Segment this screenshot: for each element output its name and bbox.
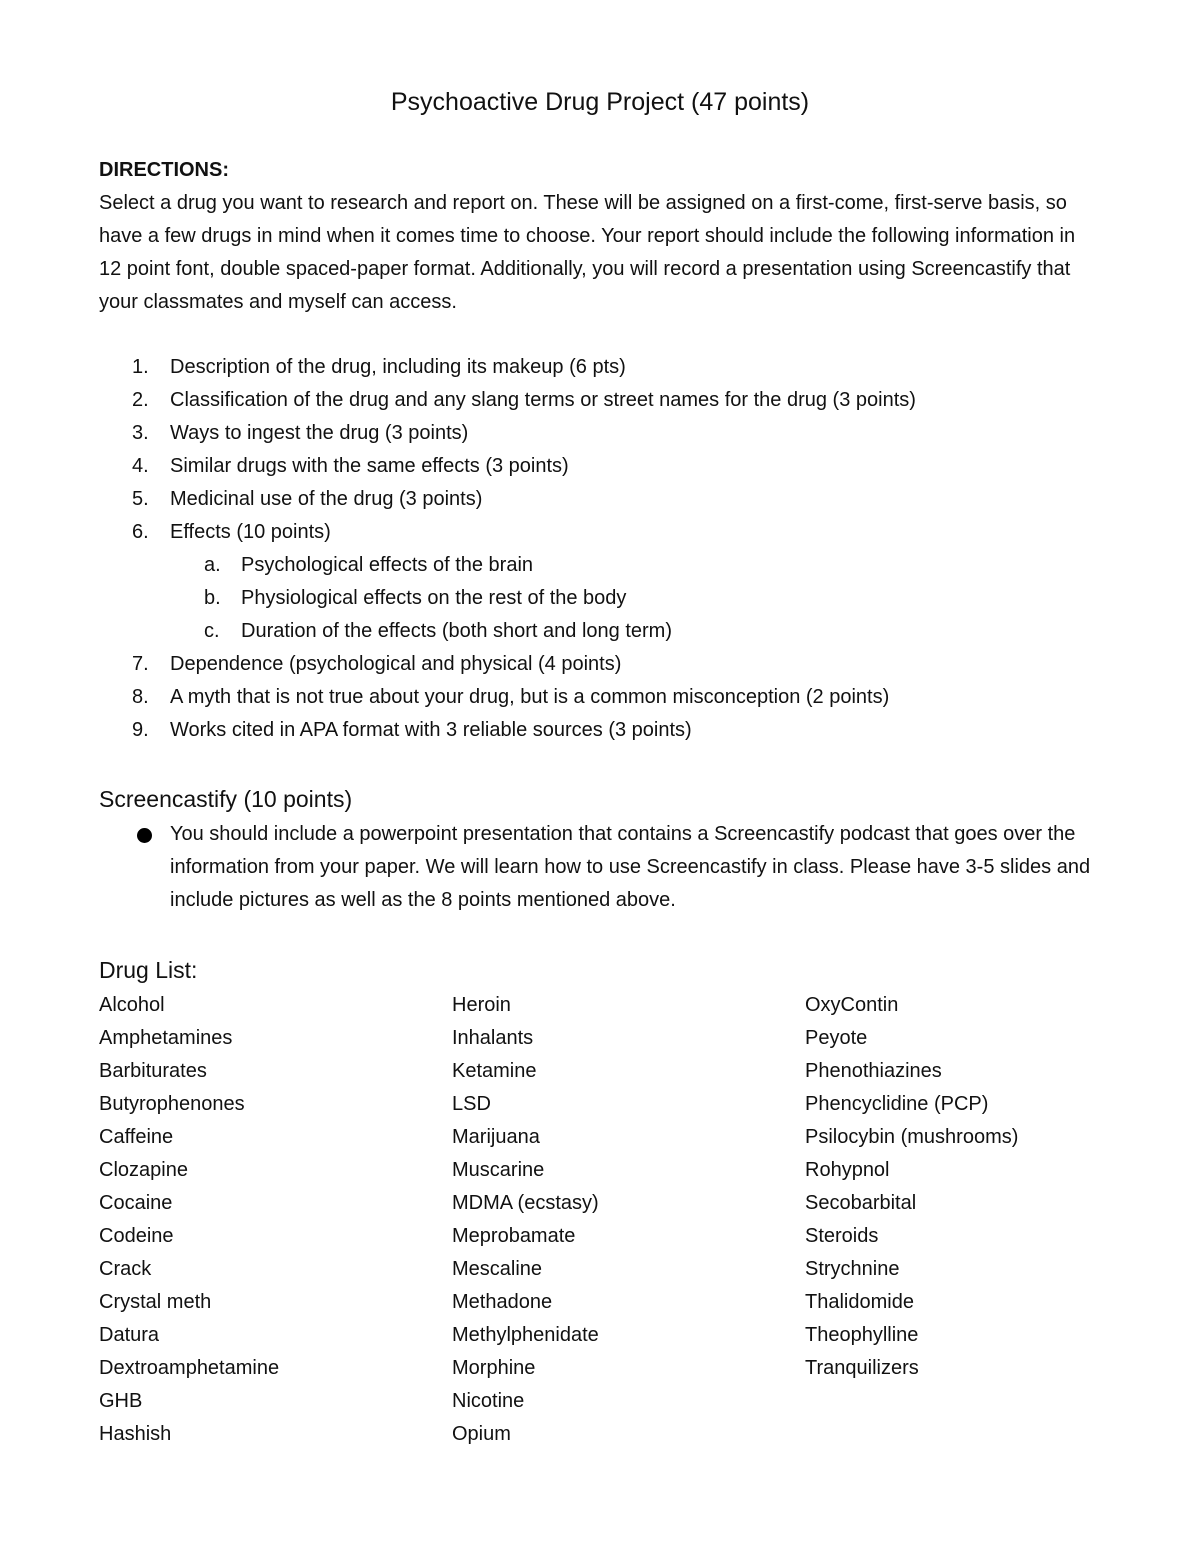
sub-requirement-letter: a. bbox=[204, 554, 221, 576]
drug-item: Datura bbox=[99, 1324, 160, 1346]
drug-item: Crystal meth bbox=[99, 1291, 212, 1313]
drug-item: Clozapine bbox=[99, 1159, 188, 1181]
screencastify-bullet bbox=[99, 818, 1109, 917]
drug-item: Nicotine bbox=[452, 1390, 525, 1412]
directions-text: Select a drug you want to research and report on. These will be assigned on a first-come, first-serve basis, so have a few drugs in mind when it comes time to choose. Your report should include the following information in 12 point font, double spaced-paper format. Additionally, you will record a presentation using Screencastify that your classmates and myself can access. bbox=[99, 192, 1076, 313]
drug-item: LSD bbox=[452, 1093, 491, 1115]
drug-list-column-2 bbox=[452, 989, 792, 1451]
drug-item: Meprobamate bbox=[452, 1225, 576, 1247]
requirement-item bbox=[99, 351, 1099, 384]
drug-list-column-1 bbox=[99, 989, 439, 1451]
effects-sub-list bbox=[170, 549, 1099, 648]
drug-item: Hashish bbox=[99, 1423, 172, 1445]
drug-item: Marijuana bbox=[452, 1126, 540, 1148]
sub-requirement-letter: b. bbox=[204, 587, 221, 609]
drug-item: MDMA (ecstasy) bbox=[452, 1192, 599, 1214]
requirement-item bbox=[99, 483, 1099, 516]
requirement-number: 1. bbox=[132, 356, 149, 378]
drug-item: Inhalants bbox=[452, 1027, 534, 1049]
requirement-text: Works cited in APA format with 3 reliable sources (3 points) bbox=[170, 719, 692, 741]
drug-item: Secobarbital bbox=[805, 1192, 917, 1214]
drug-item: Codeine bbox=[99, 1225, 174, 1247]
requirement-number: 8. bbox=[132, 686, 149, 708]
requirement-item bbox=[99, 417, 1099, 450]
drug-item: Psilocybin (mushrooms) bbox=[805, 1126, 1019, 1148]
requirement-number: 6. bbox=[132, 521, 149, 543]
drug-item: Dextroamphetamine bbox=[99, 1357, 280, 1379]
drug-item: Amphetamines bbox=[99, 1027, 233, 1049]
drug-item: Thalidomide bbox=[805, 1291, 914, 1313]
drug-item: Phenothiazines bbox=[805, 1060, 942, 1082]
drug-item: Mescaline bbox=[452, 1258, 543, 1280]
drug-item: Cocaine bbox=[99, 1192, 173, 1214]
sub-requirement-text: Physiological effects on the rest of the body bbox=[241, 587, 627, 609]
sub-requirement-text: Duration of the effects (both short and long term) bbox=[241, 620, 672, 642]
drug-item: GHB bbox=[99, 1390, 143, 1412]
requirement-text: Classification of the drug and any slang terms or street names for the drug (3 points) bbox=[170, 389, 916, 411]
requirement-number: 3. bbox=[132, 422, 149, 444]
drug-item: Crack bbox=[99, 1258, 152, 1280]
drug-list-heading: Drug List: bbox=[99, 957, 198, 983]
drug-item: Opium bbox=[452, 1423, 511, 1445]
requirement-number: 7. bbox=[132, 653, 149, 675]
requirement-text: Ways to ingest the drug (3 points) bbox=[170, 422, 469, 444]
drug-item: Alcohol bbox=[99, 994, 165, 1016]
requirement-number: 9. bbox=[132, 719, 149, 741]
requirement-text: Similar drugs with the same effects (3 points) bbox=[170, 455, 569, 477]
drug-item: Strychnine bbox=[805, 1258, 900, 1280]
drug-item: Morphine bbox=[452, 1357, 536, 1379]
drug-item: Methylphenidate bbox=[452, 1324, 599, 1346]
drug-item: Butyrophenones bbox=[99, 1093, 245, 1115]
drug-item: OxyContin bbox=[805, 994, 899, 1016]
drug-list-column-3 bbox=[805, 989, 1145, 1385]
drug-item: Rohypnol bbox=[805, 1159, 890, 1181]
requirement-text: Medicinal use of the drug (3 points) bbox=[170, 488, 483, 510]
sub-requirement-item bbox=[170, 549, 1099, 582]
requirement-item bbox=[99, 450, 1099, 483]
directions-section bbox=[99, 154, 1099, 319]
bullet-dot-icon bbox=[137, 828, 152, 843]
drug-item: Muscarine bbox=[452, 1159, 545, 1181]
drug-item: Phencyclidine (PCP) bbox=[805, 1093, 989, 1115]
requirement-item bbox=[99, 714, 1099, 747]
requirement-text: Effects (10 points) bbox=[170, 521, 331, 543]
page-title: Psychoactive Drug Project (47 points) bbox=[390, 88, 810, 116]
requirement-text: A myth that is not true about your drug, but is a common misconception (2 points) bbox=[170, 686, 890, 708]
requirement-item bbox=[99, 516, 1099, 648]
screencastify-bullet-text: You should include a powerpoint presentation that contains a Screencastify podcast that goes over the information from your paper. We will learn how to use Screencastify in class. Please have 3-5 slides and include pictures as well as the 8 points mentioned above. bbox=[170, 823, 1091, 911]
drug-item: Steroids bbox=[805, 1225, 879, 1247]
requirement-item bbox=[99, 384, 1099, 417]
requirement-number: 5. bbox=[132, 488, 149, 510]
drug-item: Caffeine bbox=[99, 1126, 174, 1148]
sub-requirement-letter: c. bbox=[204, 620, 220, 642]
drug-item: Methadone bbox=[452, 1291, 553, 1313]
drug-item: Theophylline bbox=[805, 1324, 919, 1346]
drug-item: Tranquilizers bbox=[805, 1357, 919, 1379]
drug-item: Heroin bbox=[452, 994, 511, 1016]
sub-requirement-text: Psychological effects of the brain bbox=[241, 554, 534, 576]
drug-item: Ketamine bbox=[452, 1060, 537, 1082]
requirement-text: Dependence (psychological and physical (4 points) bbox=[170, 653, 622, 675]
sub-requirement-item bbox=[170, 615, 1099, 648]
requirement-number: 2. bbox=[132, 389, 149, 411]
screencastify-heading: Screencastify (10 points) bbox=[99, 786, 353, 812]
drug-item: Peyote bbox=[805, 1027, 868, 1049]
requirement-text: Description of the drug, including its makeup (6 pts) bbox=[170, 356, 626, 378]
requirements-list bbox=[99, 351, 1099, 747]
requirement-item bbox=[99, 648, 1099, 681]
drug-item: Barbiturates bbox=[99, 1060, 207, 1082]
requirement-number: 4. bbox=[132, 455, 149, 477]
sub-requirement-item bbox=[170, 582, 1099, 615]
directions-label: DIRECTIONS: bbox=[99, 159, 229, 181]
requirement-item bbox=[99, 681, 1099, 714]
